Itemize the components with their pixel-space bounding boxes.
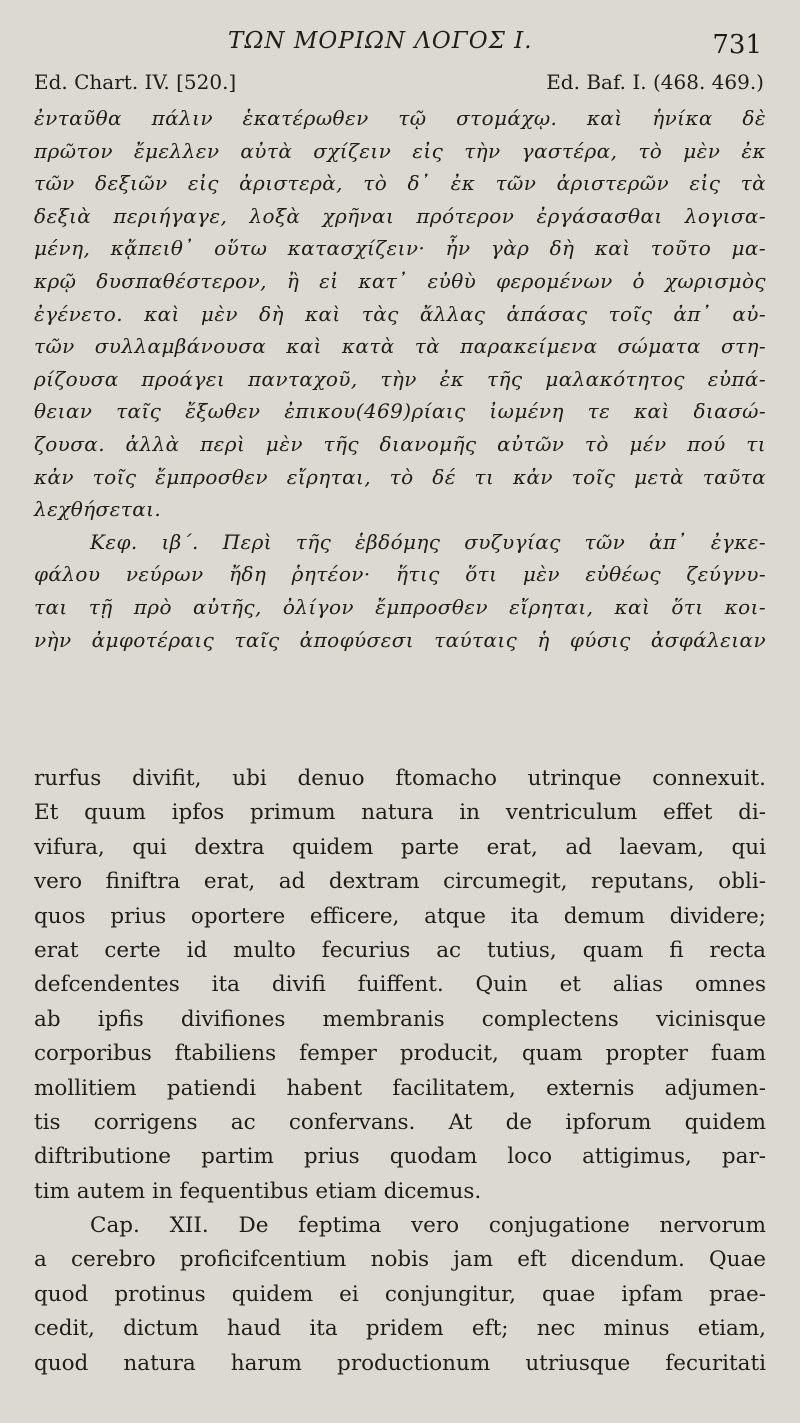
greek-line: δεξιὰ περιήγαγε, λοξὰ χρῆναι πρότερον ἐργάσασθαι λογισα- [34,203,766,228]
edition-chartier-ref: Ed. Chart. IV. [520.] [34,70,237,94]
greek-line: νὴν ἀμφοτέραις ταῖς ἀποφύσεσι ταύταις ἡ φύσις ἀσφάλειαν [34,627,766,652]
greek-line: θειαν ταῖς ἔξωθεν ἐπικου(469)ρίαις ἰωμένη τε καὶ διασώ- [34,399,766,424]
greek-line: πρῶτον ἔμελλεν αὐτὰ σχίζειν εἰς τὴν γαστέρα, τὸ μὲν ἐκ [34,138,766,163]
latin-line: erat certe id multo fecurius ac tutius, quam fi recta [34,937,766,963]
greek-line: μένη, κᾄπειθ᾽ οὕτω κατασχίζειν· ἦν γὰρ δὴ καὶ τοῦτο μα- [34,236,766,261]
latin-text-block [34,762,766,1381]
latin-line: a cerebro proficifcentium nobis jam eft dicendum. Quae [34,1247,766,1273]
latin-line: tim autem in fequentibus etiam dicemus. [34,1178,482,1204]
latin-line: defcendentes ita divifi fuiffent. Quin et alias omnes [34,972,766,998]
latin-line: quod natura harum productionum utriusque fecuritati [34,1350,766,1376]
greek-line: ρίζουσα προάγει πανταχοῦ, τὴν ἐκ τῆς μαλακότητος εὐπά- [34,366,766,391]
greek-line: φάλου νεύρων ἤδη ῥητέον· ἥτις ὅτι μὲν εὐθέως ζεύγνυ- [34,562,766,587]
greek-line: κρῷ δυσπαθέστερον, ἢ εἰ κατ᾽ εὐθὺ φερομένων ὁ χωρισμὸς [34,268,766,293]
latin-chapter-heading-line: Cap. XII. De feptima vero conjugatione nervorum [90,1213,766,1239]
greek-line: λεχθήσεται. [34,497,162,522]
running-head-title: ΤΩΝ ΜΟΡΙΩΝ ΛΟΓΟΣ Ι. [228,28,533,54]
latin-line: vero finiftra erat, ad dextram circumegit, reputans, obli- [34,869,766,895]
greek-line: ται τῇ πρὸ αὐτῆς, ὀλίγον ἔμπροσθεν εἴρηται, καὶ ὅτι κοι- [34,594,766,619]
greek-line: ἐνταῦθα πάλιν ἑκατέρωθεν τῷ στομάχῳ. καὶ ἡνίκα δὲ [34,106,766,130]
latin-line: mollitiem patiendi habent facilitatem, externis adjumen- [34,1075,766,1101]
latin-line: diftributione partim prius quodam loco attigimus, par- [34,1144,766,1170]
greek-text-block [34,102,766,656]
greek-line: ζουσα. ἀλλὰ περὶ μὲν τῆς διανομῆς αὐτῶν τὸ μέν πού τι [34,431,766,456]
greek-line: κἀν τοῖς ἔμπροσθεν εἴρηται, τὸ δέ τι κἀν τοῖς μετὰ ταῦτα [34,464,766,489]
latin-line: vifura, qui dextra quidem parte erat, ad laevam, qui [34,834,766,860]
latin-line: quod protinus quidem ei conjungitur, quae ipfam prae- [34,1281,766,1307]
greek-line: τῶν δεξιῶν εἰς ἀριστερὰ, τὸ δ᾽ ἐκ τῶν ἀριστερῶν εἰς τὰ [34,171,766,196]
greek-line: ἐγένετο. καὶ μὲν δὴ καὶ τὰς ἄλλας ἁπάσας τοῖς ἀπ᾽ αὐ- [34,301,766,326]
page-number: 731 [712,30,762,60]
greek-line: τῶν συλλαμβάνουσα καὶ κατὰ τὰ παρακείμενα σώματα στη- [34,334,766,359]
latin-line: tis corrigens ac confervans. At de ipforum quidem [34,1109,766,1135]
latin-line: cedit, dictum haud ita pridem eft; nec minus etiam, [34,1316,766,1342]
latin-line: ab ipfis divifiones membranis complectens vicinisque [34,1006,766,1032]
latin-line: Et quum ipfos primum natura in ventriculum effet di- [34,800,766,826]
latin-line: rurfus divifit, ubi denuo ftomacho utrinque connexuit. [34,766,766,791]
latin-line: corporibus ftabiliens femper producit, quam propter fuam [34,1041,766,1067]
greek-chapter-heading-line: Κεφ. ιβ΄. Περὶ τῆς ἑβδόμης συζυγίας τῶν ἀπ᾽ ἐγκε- [90,529,766,554]
running-head [0,28,800,62]
latin-line: quos prius oportere efficere, atque ita demum dividere; [34,903,766,929]
edition-references [34,70,764,98]
edition-basel-ref: Ed. Baf. I. (468. 469.) [546,70,764,94]
